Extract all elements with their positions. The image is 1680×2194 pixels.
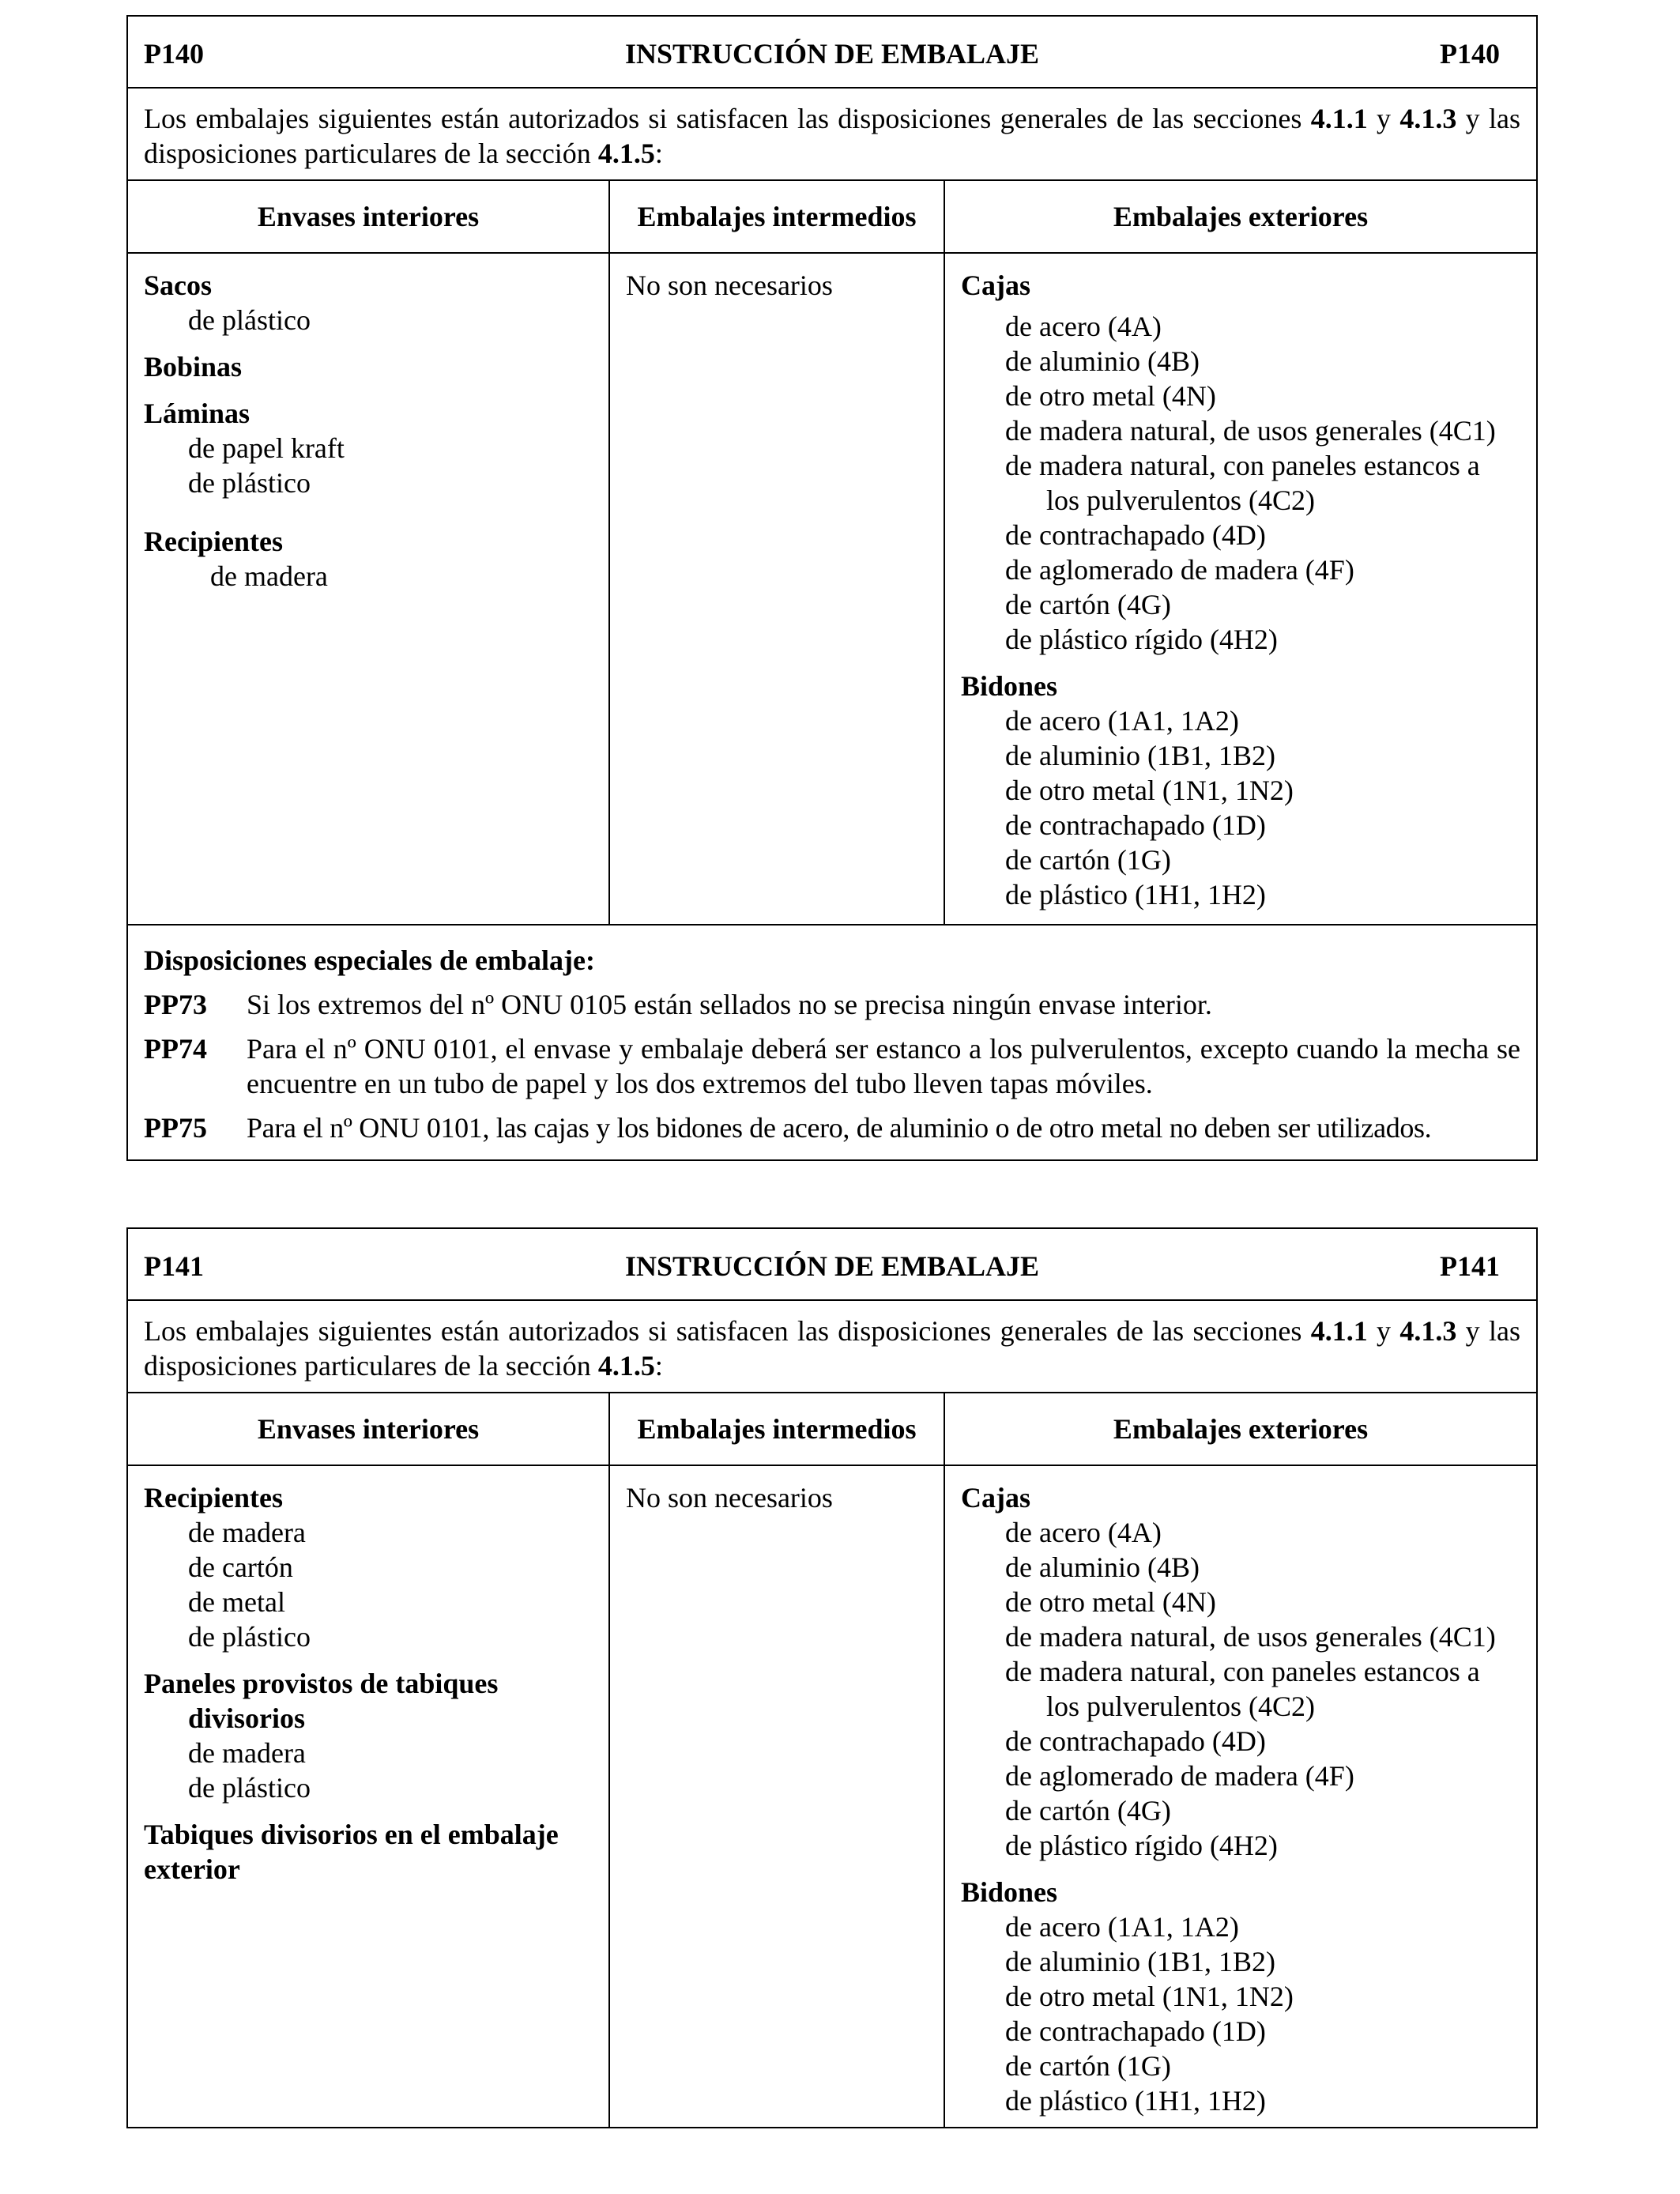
section-ref: 4.1.3 — [1399, 1315, 1457, 1347]
intro-text: y — [1367, 1315, 1400, 1347]
header-outer-packagings: Embalajes exteriores — [945, 181, 1536, 254]
instruction-title: INSTRUCCIÓN DE EMBALAJE — [624, 1250, 1040, 1282]
group-label: Tabiques divisorios en el embalaje — [144, 1819, 559, 1850]
intermediate-packagings-cell — [610, 254, 945, 924]
column-headers — [128, 1393, 1536, 1466]
group-label: Cajas — [961, 270, 1030, 301]
list-item: de aluminio (1B1, 1B2) — [1005, 740, 1275, 771]
provision-text: Si los extremos del nº ONU 0105 están sellados no se precisa ningún envase interior. — [247, 989, 1212, 1020]
intro-text: y — [1367, 103, 1400, 134]
packagings-table — [128, 1466, 1536, 2127]
header-inner-packagings: Envases interiores — [128, 1393, 610, 1466]
group-label: exterior — [144, 1853, 240, 1885]
group-label: divisorios — [188, 1702, 306, 1734]
list-item: de contrachapado (4D) — [1005, 519, 1266, 551]
provision-pp73 — [144, 987, 1520, 1022]
intro-text: : — [654, 1350, 663, 1382]
group-label: Recipientes — [144, 1482, 283, 1514]
list-item: de plástico — [188, 304, 311, 336]
intro-text: Los embalajes siguientes están autorizados si satisfacen las disposiciones generales de las secciones — [144, 1315, 1311, 1347]
section-ref: 4.1.1 — [1310, 103, 1368, 134]
list-item: de madera natural, de usos generales (4C1) — [1005, 415, 1496, 447]
list-item: de cartón (1G) — [1005, 2050, 1171, 2082]
list-item: de plástico rígido (4H2) — [1005, 624, 1278, 655]
group-label: Bobinas — [144, 351, 243, 383]
provision-code: PP75 — [144, 1112, 207, 1144]
header-outer-packagings: Embalajes exteriores — [945, 1393, 1536, 1466]
instruction-code-left: P140 — [144, 38, 204, 70]
list-item: de plástico — [188, 467, 311, 499]
inner-packagings-cell — [128, 1466, 610, 2127]
list-item: de otro metal (4N) — [1005, 1586, 1216, 1618]
instruction-code-left: P141 — [144, 1250, 204, 1282]
list-item: de cartón — [188, 1551, 293, 1583]
list-item: de otro metal (1N1, 1N2) — [1005, 1981, 1294, 2012]
section-ref: 4.1.5 — [597, 138, 655, 169]
intermediate-packagings-cell — [610, 1466, 945, 2127]
list-item: de plástico (1H1, 1H2) — [1005, 2085, 1266, 2117]
list-item: de contrachapado (4D) — [1005, 1725, 1266, 1757]
list-item: de otro metal (1N1, 1N2) — [1005, 775, 1294, 806]
intro-text: y las disposiciones particulares de la sección — [144, 103, 1520, 169]
list-item: de aluminio (1B1, 1B2) — [1005, 1946, 1275, 1977]
outer-packagings-cell — [945, 254, 1536, 924]
list-item: los pulverulentos (4C2) — [1046, 484, 1315, 516]
title-bar — [128, 1229, 1536, 1301]
list-item: de metal — [188, 1586, 285, 1618]
instruction-title: INSTRUCCIÓN DE EMBALAJE — [624, 38, 1040, 70]
section-ref: 4.1.3 — [1399, 103, 1457, 134]
packing-instruction-p141 — [126, 1227, 1538, 2128]
intro-paragraph — [128, 1301, 1536, 1393]
outer-packagings-cell — [945, 1466, 1536, 2127]
header-intermediate-packagings: Embalajes intermedios — [610, 1393, 945, 1466]
list-item: de otro metal (4N) — [1005, 380, 1216, 412]
list-item: de madera — [210, 560, 328, 592]
provision-code: PP73 — [144, 989, 207, 1020]
header-inner-packagings: Envases interiores — [128, 181, 610, 254]
list-item: de madera natural, con paneles estancos a — [1005, 1656, 1480, 1687]
column-headers — [128, 181, 1536, 254]
list-item: de cartón (1G) — [1005, 844, 1171, 876]
list-item: de contrachapado (1D) — [1005, 2015, 1266, 2047]
list-item: de acero (1A1, 1A2) — [1005, 1911, 1239, 1943]
provision-pp75 — [144, 1110, 1520, 1145]
special-provisions-title: Disposiciones especiales de embalaje: — [144, 944, 595, 976]
list-item: de madera natural, con paneles estancos a — [1005, 450, 1480, 481]
list-item: de aglomerado de madera (4F) — [1005, 1760, 1354, 1792]
intro-text: : — [654, 138, 663, 169]
intermediate-value: No son necesarios — [626, 270, 833, 301]
group-label: Láminas — [144, 398, 250, 429]
provision-code: PP74 — [144, 1033, 207, 1065]
inner-packagings-cell — [128, 254, 610, 924]
list-item: de plástico (1H1, 1H2) — [1005, 879, 1266, 910]
group-label: Bidones — [961, 1876, 1058, 1908]
list-item: de madera — [188, 1517, 306, 1548]
packagings-table — [128, 254, 1536, 925]
intro-text: Los embalajes siguientes están autorizados si satisfacen las disposiciones generales de las secciones — [144, 103, 1311, 134]
list-item: de plástico — [188, 1772, 311, 1804]
list-item: de aluminio (4B) — [1005, 1551, 1200, 1583]
section-ref: 4.1.5 — [597, 1350, 655, 1382]
instruction-code-right: P140 — [1440, 38, 1500, 70]
group-label: Cajas — [961, 1482, 1030, 1514]
list-item: de acero (4A) — [1005, 1517, 1162, 1548]
special-provisions — [128, 925, 1536, 1145]
list-item: de aglomerado de madera (4F) — [1005, 554, 1354, 586]
provision-text: Para el nº ONU 0101, el envase y embalaje deberá ser estanco a los pulverulentos, excepto cuando la mecha se encuentre en un tubo de papel y los dos extremos del tubo lleven tapas móviles. — [247, 1033, 1520, 1099]
packing-instruction-p140 — [126, 15, 1538, 1161]
list-item: de acero (1A1, 1A2) — [1005, 705, 1239, 737]
title-bar — [128, 17, 1536, 89]
instruction-code-right: P141 — [1440, 1250, 1500, 1282]
group-label: Sacos — [144, 270, 213, 301]
list-item: de contrachapado (1D) — [1005, 809, 1266, 841]
intro-text: y las disposiciones particulares de la sección — [144, 1315, 1520, 1382]
group-label: Recipientes — [144, 526, 283, 557]
list-item: de plástico — [188, 1621, 311, 1653]
provision-text: Para el nº ONU 0101, las cajas y los bidones de acero, de aluminio o de otro metal no deben ser utilizados. — [247, 1112, 1432, 1144]
intro-paragraph — [128, 89, 1536, 181]
list-item: de plástico rígido (4H2) — [1005, 1830, 1278, 1861]
list-item: de madera — [188, 1737, 306, 1769]
list-item: de papel kraft — [188, 432, 345, 464]
intermediate-value: No son necesarios — [626, 1482, 833, 1514]
list-item: de cartón (4G) — [1005, 1795, 1171, 1826]
list-item: de acero (4A) — [1005, 311, 1162, 342]
group-label: Bidones — [961, 670, 1058, 702]
provision-pp74 — [144, 1031, 1520, 1101]
list-item: de aluminio (4B) — [1005, 345, 1200, 377]
list-item: de cartón (4G) — [1005, 589, 1171, 620]
section-ref: 4.1.1 — [1310, 1315, 1368, 1347]
list-item: de madera natural, de usos generales (4C1) — [1005, 1621, 1496, 1653]
header-intermediate-packagings: Embalajes intermedios — [610, 181, 945, 254]
list-item: los pulverulentos (4C2) — [1046, 1691, 1315, 1722]
group-label: Paneles provistos de tabiques — [144, 1668, 499, 1699]
